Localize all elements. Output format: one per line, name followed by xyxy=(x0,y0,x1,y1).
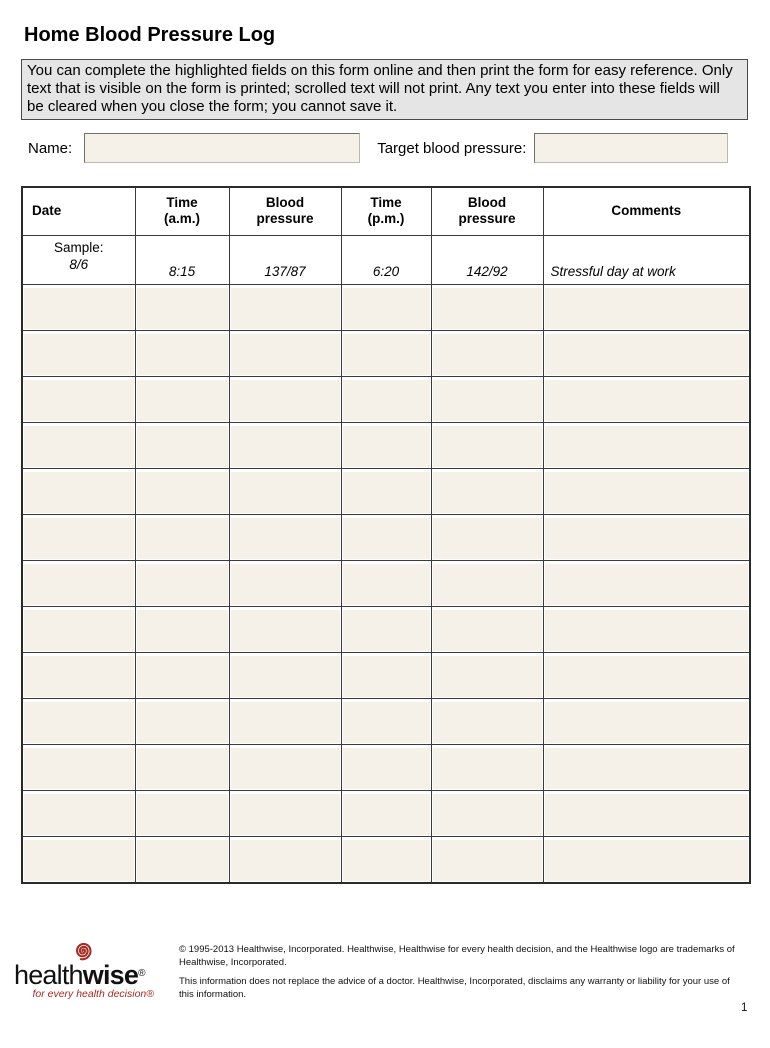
comments-cell xyxy=(543,376,750,422)
date-cell xyxy=(22,330,135,376)
comments-field[interactable] xyxy=(545,702,749,743)
time-am-field[interactable] xyxy=(137,288,228,329)
time-pm-cell xyxy=(341,836,431,883)
bp-pm-field[interactable] xyxy=(433,702,542,743)
bp-pm-cell xyxy=(431,790,543,836)
time-pm-cell xyxy=(341,514,431,560)
time-pm-field[interactable] xyxy=(343,610,430,651)
date-field[interactable] xyxy=(24,794,134,835)
time-am-cell xyxy=(135,652,229,698)
bp-pm-field[interactable] xyxy=(433,472,542,513)
time-pm-field[interactable] xyxy=(343,656,430,697)
footer xyxy=(14,932,770,1001)
bp-pm-field[interactable] xyxy=(433,334,542,375)
bp-pm-cell xyxy=(431,652,543,698)
bp-am-field[interactable] xyxy=(231,840,340,881)
page-number: 1 xyxy=(741,1002,748,1014)
bp-pm-cell xyxy=(431,422,543,468)
bp-am-field[interactable] xyxy=(231,288,340,329)
name-target-row xyxy=(28,133,770,163)
comments-cell xyxy=(543,514,750,560)
time-am-cell xyxy=(135,422,229,468)
name-label: Name: xyxy=(28,139,73,157)
bp-am-field[interactable] xyxy=(231,472,340,513)
bp-am-cell xyxy=(229,514,341,560)
bp-pm-cell xyxy=(431,606,543,652)
bp-am-cell xyxy=(229,284,341,330)
time-am-cell xyxy=(135,330,229,376)
bp-am-field[interactable] xyxy=(231,794,340,835)
date-cell xyxy=(22,836,135,883)
header-line: Blood xyxy=(265,195,305,211)
log-entry-row xyxy=(22,606,750,652)
time-am-cell xyxy=(135,606,229,652)
column-header-time-pm xyxy=(341,187,431,235)
date-field[interactable] xyxy=(24,702,134,743)
sample-row xyxy=(22,235,750,284)
sample-comments-cell: Stressful day at work xyxy=(543,235,750,284)
bp-am-field[interactable] xyxy=(231,564,340,605)
date-field[interactable] xyxy=(24,564,134,605)
log-entry-row xyxy=(22,284,750,330)
wordmark-light: health xyxy=(14,959,83,990)
bp-pm-cell xyxy=(431,836,543,883)
comments-cell xyxy=(543,744,750,790)
time-am-field[interactable] xyxy=(137,840,228,881)
comments-cell xyxy=(543,422,750,468)
bp-pm-field[interactable] xyxy=(433,794,542,835)
bp-pm-field[interactable] xyxy=(433,564,542,605)
time-am-cell xyxy=(135,284,229,330)
time-pm-cell xyxy=(341,606,431,652)
bp-pm-field[interactable] xyxy=(433,426,542,467)
log-table-body xyxy=(22,235,750,883)
date-cell xyxy=(22,698,135,744)
header-line: Blood xyxy=(467,195,507,211)
date-field[interactable] xyxy=(24,426,134,467)
header-line: pressure xyxy=(256,211,314,227)
bp-log-table xyxy=(21,186,751,884)
date-cell xyxy=(22,284,135,330)
bp-pm-field[interactable] xyxy=(433,840,542,881)
time-am-cell xyxy=(135,376,229,422)
target-bp-input[interactable] xyxy=(534,133,728,163)
comments-cell xyxy=(543,652,750,698)
bp-pm-cell xyxy=(431,468,543,514)
sample-bp-am-cell: 137/87 xyxy=(229,235,341,284)
comments-cell xyxy=(543,560,750,606)
name-input[interactable] xyxy=(84,133,360,163)
bp-pm-field[interactable] xyxy=(433,380,542,421)
time-am-cell xyxy=(135,468,229,514)
header-line: Time xyxy=(370,195,402,211)
comments-cell xyxy=(543,468,750,514)
wordmark-bold: wise xyxy=(82,959,139,990)
sample-time-am-cell: 8:15 xyxy=(135,235,229,284)
time-pm-cell xyxy=(341,790,431,836)
sample-date-label: Sample: xyxy=(53,239,104,255)
comments-cell xyxy=(543,606,750,652)
bp-pm-cell xyxy=(431,744,543,790)
time-pm-cell xyxy=(341,698,431,744)
time-pm-field[interactable] xyxy=(343,840,430,881)
bp-pm-field[interactable] xyxy=(433,610,542,651)
log-entry-row xyxy=(22,422,750,468)
time-am-field[interactable] xyxy=(137,472,228,513)
time-pm-field[interactable] xyxy=(343,518,430,559)
date-cell xyxy=(22,560,135,606)
date-cell xyxy=(22,422,135,468)
time-pm-cell xyxy=(341,468,431,514)
sample-date-cell xyxy=(22,235,135,284)
date-cell xyxy=(22,376,135,422)
comments-field[interactable] xyxy=(545,380,749,421)
comments-field[interactable] xyxy=(545,794,749,835)
time-pm-cell xyxy=(341,284,431,330)
time-am-field[interactable] xyxy=(137,380,228,421)
comments-field[interactable] xyxy=(545,518,749,559)
date-cell xyxy=(22,652,135,698)
bp-am-field[interactable] xyxy=(231,610,340,651)
date-field[interactable] xyxy=(24,610,134,651)
comments-cell xyxy=(543,836,750,883)
log-entry-row xyxy=(22,514,750,560)
date-cell xyxy=(22,744,135,790)
bp-pm-field[interactable] xyxy=(433,656,542,697)
bp-am-cell xyxy=(229,560,341,606)
comments-cell xyxy=(543,790,750,836)
bp-am-field[interactable] xyxy=(231,518,340,559)
column-header-date xyxy=(22,187,135,235)
time-am-cell xyxy=(135,744,229,790)
time-am-field[interactable] xyxy=(137,518,228,559)
instruction-box xyxy=(21,59,748,120)
logo-tagline: for every health decision® xyxy=(32,987,154,1000)
header-line: Date xyxy=(32,203,62,219)
log-entry-row xyxy=(22,376,750,422)
comments-field[interactable] xyxy=(545,610,749,651)
bp-am-cell xyxy=(229,652,341,698)
date-field[interactable] xyxy=(24,288,134,329)
header-line: (a.m.) xyxy=(163,211,200,227)
sample-date-value: 8/6 xyxy=(69,256,89,272)
time-pm-field[interactable] xyxy=(343,564,430,605)
time-pm-field[interactable] xyxy=(343,472,430,513)
bp-am-cell xyxy=(229,836,341,883)
column-header-comments xyxy=(543,187,750,235)
comments-field[interactable] xyxy=(545,472,749,513)
log-entry-row xyxy=(22,468,750,514)
log-entry-row xyxy=(22,560,750,606)
comments-field[interactable] xyxy=(545,840,749,881)
bp-am-field[interactable] xyxy=(231,702,340,743)
bp-pm-cell xyxy=(431,284,543,330)
sample-time-pm-cell: 6:20 xyxy=(341,235,431,284)
time-pm-field[interactable] xyxy=(343,748,430,789)
wordmark-reg: ® xyxy=(138,967,146,979)
date-field[interactable] xyxy=(24,472,134,513)
time-am-field[interactable] xyxy=(137,748,228,789)
instruction-text: You can complete the highlighted fields on this form online and then print the form for easy reference. Only text that is visible on the form is printed; scrolled text will not print. Any text you enter into these fields will be cleared when you close the form; you cannot save it. xyxy=(27,62,733,115)
copyright-text: © 1995-2013 Healthwise, Incorporated. Healthwise, Healthwise for every health decision, and the Healthwise logo are trademarks of Healthwise, Incorporated. xyxy=(179,943,735,968)
bp-pm-cell xyxy=(431,376,543,422)
time-am-cell xyxy=(135,790,229,836)
bp-pm-field[interactable] xyxy=(433,748,542,789)
comments-field[interactable] xyxy=(545,288,749,329)
bp-am-cell xyxy=(229,744,341,790)
date-cell xyxy=(22,790,135,836)
bp-am-field[interactable] xyxy=(231,656,340,697)
header-line: pressure xyxy=(458,211,516,227)
comments-cell xyxy=(543,698,750,744)
bp-am-field[interactable] xyxy=(231,380,340,421)
time-am-cell xyxy=(135,698,229,744)
page-title: Home Blood Pressure Log xyxy=(24,24,276,46)
date-field[interactable] xyxy=(24,334,134,375)
bp-pm-cell xyxy=(431,560,543,606)
log-entry-row xyxy=(22,744,750,790)
bp-am-field[interactable] xyxy=(231,426,340,467)
bp-pm-cell xyxy=(431,698,543,744)
time-am-cell xyxy=(135,836,229,883)
disclaimer-text: This information does not replace the advice of a doctor. Healthwise, Incorporated, disclaims any warranty or liability for your use of this information. xyxy=(179,975,730,1000)
time-am-cell xyxy=(135,514,229,560)
time-pm-field[interactable] xyxy=(343,794,430,835)
log-entry-row xyxy=(22,698,750,744)
time-pm-field[interactable] xyxy=(343,288,430,329)
time-am-field[interactable] xyxy=(137,334,228,375)
time-pm-field[interactable] xyxy=(343,702,430,743)
date-field[interactable] xyxy=(24,748,134,789)
time-pm-cell xyxy=(341,560,431,606)
bp-am-field[interactable] xyxy=(231,748,340,789)
bp-am-cell xyxy=(229,468,341,514)
time-pm-cell xyxy=(341,376,431,422)
footer-legal-text xyxy=(179,932,745,1001)
header-line: (p.m.) xyxy=(367,211,405,227)
time-am-field[interactable] xyxy=(137,426,228,467)
date-cell xyxy=(22,468,135,514)
log-entry-row xyxy=(22,790,750,836)
time-am-field[interactable] xyxy=(137,610,228,651)
log-entry-row xyxy=(22,836,750,883)
time-am-field[interactable] xyxy=(137,794,228,835)
target-bp-label: Target blood pressure: xyxy=(377,139,527,157)
time-pm-field[interactable] xyxy=(343,334,430,375)
time-am-field[interactable] xyxy=(137,656,228,697)
bp-am-cell xyxy=(229,376,341,422)
time-pm-cell xyxy=(341,744,431,790)
time-pm-cell xyxy=(341,330,431,376)
comments-field[interactable] xyxy=(545,656,749,697)
time-pm-field[interactable] xyxy=(343,426,430,467)
column-header-bp-am xyxy=(229,187,341,235)
bp-am-cell xyxy=(229,698,341,744)
date-field[interactable] xyxy=(24,840,134,881)
bp-am-field[interactable] xyxy=(231,334,340,375)
comments-field[interactable] xyxy=(545,334,749,375)
header-line: Time xyxy=(166,195,198,211)
bp-am-cell xyxy=(229,422,341,468)
time-pm-cell xyxy=(341,422,431,468)
date-cell xyxy=(22,514,135,560)
bp-am-cell xyxy=(229,606,341,652)
log-entry-row xyxy=(22,652,750,698)
comments-field[interactable] xyxy=(545,748,749,789)
bp-pm-field[interactable] xyxy=(433,288,542,329)
column-header-bp-pm xyxy=(431,187,543,235)
bp-am-cell xyxy=(229,790,341,836)
bp-pm-field[interactable] xyxy=(433,518,542,559)
header-line: Comments xyxy=(611,203,682,219)
date-field[interactable] xyxy=(24,380,134,421)
time-pm-cell xyxy=(341,652,431,698)
time-am-cell xyxy=(135,560,229,606)
healthwise-wordmark xyxy=(14,961,166,988)
bp-am-cell xyxy=(229,330,341,376)
date-field[interactable] xyxy=(24,518,134,559)
comments-cell xyxy=(543,330,750,376)
time-pm-field[interactable] xyxy=(343,380,430,421)
header-row xyxy=(22,187,750,235)
time-am-field[interactable] xyxy=(137,702,228,743)
comments-field[interactable] xyxy=(545,564,749,605)
bp-pm-cell xyxy=(431,514,543,560)
date-field[interactable] xyxy=(24,656,134,697)
bp-pm-cell xyxy=(431,330,543,376)
date-cell xyxy=(22,606,135,652)
sample-bp-pm-cell: 142/92 xyxy=(431,235,543,284)
healthwise-logo xyxy=(14,932,166,1001)
comments-cell xyxy=(543,284,750,330)
comments-field[interactable] xyxy=(545,426,749,467)
log-entry-row xyxy=(22,330,750,376)
time-am-field[interactable] xyxy=(137,564,228,605)
column-header-time-am xyxy=(135,187,229,235)
